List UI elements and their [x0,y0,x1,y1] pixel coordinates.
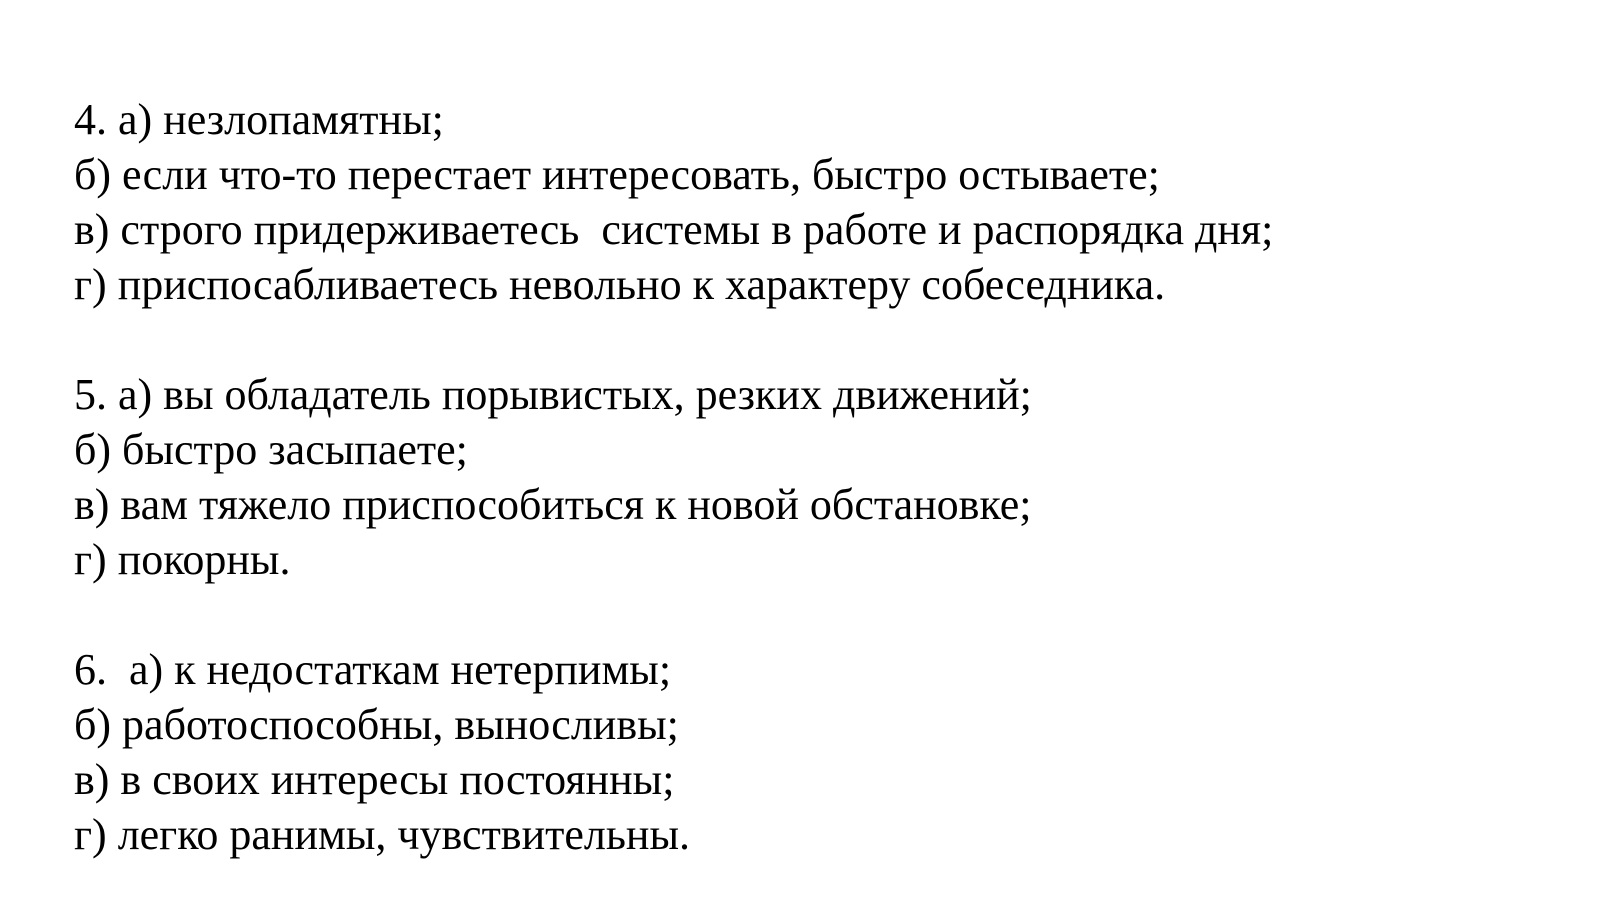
question-5-option-d: г) покорны. [74,535,291,584]
question-4-option-b: б) если что-то перестает интересовать, быстро остываете; [74,150,1160,199]
question-5-option-b: б) быстро засыпаете; [74,425,468,474]
slide-content [74,92,1554,862]
question-6-option-d: г) легко ранимы, чувствительны. [74,810,691,859]
question-6 [74,642,1554,862]
question-4-option-d: г) приспосабливаетесь невольно к характеру собеседника. [74,260,1166,309]
question-4-option-c: в) строго придерживаетесь системы в работе и распорядка дня; [74,205,1274,254]
question-5-option-c: в) вам тяжело приспособиться к новой обстановке; [74,480,1032,529]
question-5 [74,367,1554,587]
question-6-option-a: 6. а) к недостаткам нетерпимы; [74,645,672,694]
question-5-option-a: 5. а) вы обладатель порывистых, резких движений; [74,370,1032,419]
question-6-option-c: в) в своих интересы постоянны; [74,755,675,804]
question-4 [74,92,1554,312]
question-6-option-b: б) работоспособны, выносливы; [74,700,679,749]
question-4-option-a: 4. а) незлопамятны; [74,95,444,144]
